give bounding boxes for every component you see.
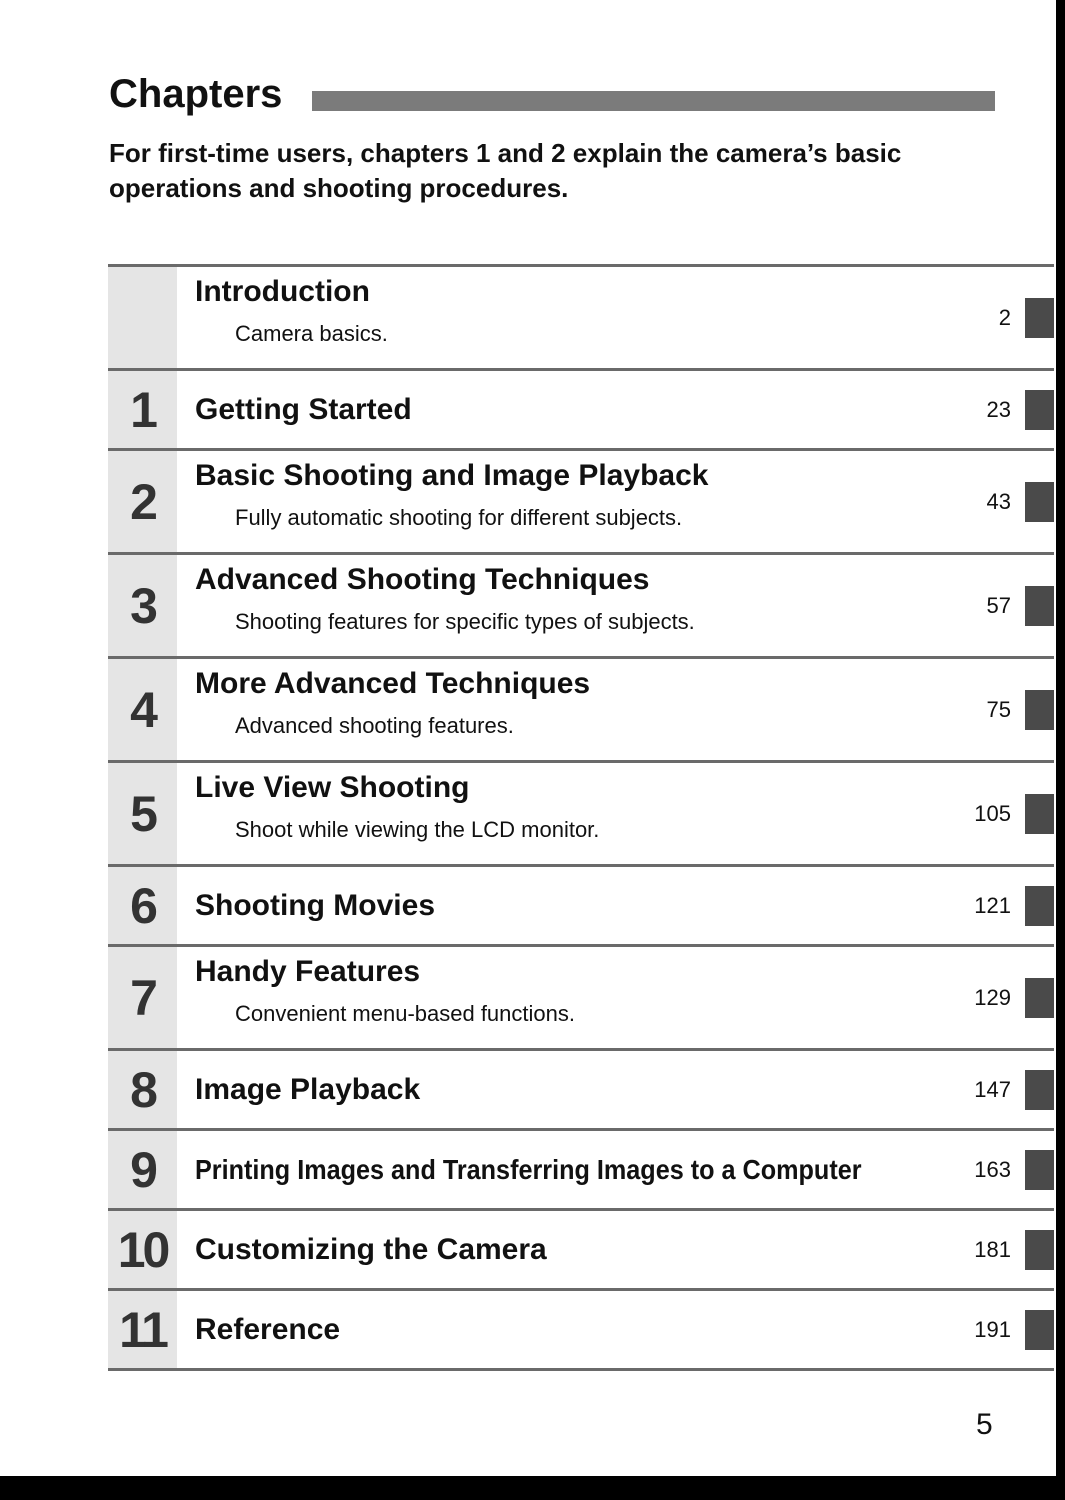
chapter-page: 121 <box>974 892 1011 918</box>
chapter-number: 6 <box>108 867 177 944</box>
chapter-row[interactable] <box>108 1211 1054 1291</box>
chapter-page: 191 <box>974 1316 1011 1342</box>
chapter-row[interactable] <box>108 1131 1054 1211</box>
chapter-thumb-tab <box>1025 1070 1054 1110</box>
chapter-thumb-tab <box>1025 978 1054 1018</box>
chapter-number: 11 <box>108 1291 177 1368</box>
chapter-page: 57 <box>986 592 1011 618</box>
chapter-thumb-tab <box>1025 298 1054 338</box>
chapter-subtitle: Convenient menu-based functions. <box>235 1001 575 1026</box>
chapter-number: 3 <box>108 555 177 656</box>
chapter-subtitle: Shoot while viewing the LCD monitor. <box>235 817 600 842</box>
chapter-number <box>108 267 177 368</box>
chapter-thumb-tab <box>1025 1310 1054 1350</box>
chapter-page: 129 <box>974 984 1011 1010</box>
page-heading: Chapters <box>109 72 283 116</box>
chapter-thumb-tab <box>1025 586 1054 626</box>
chapter-row[interactable] <box>108 659 1054 763</box>
chapter-title: Shooting Movies <box>195 888 435 922</box>
chapter-thumb-tab <box>1025 690 1054 730</box>
chapter-title: Printing Images and Transferring Images to a Computer <box>195 1153 862 1185</box>
chapter-number: 2 <box>108 451 177 552</box>
chapter-subtitle: Camera basics. <box>235 321 388 346</box>
chapter-title: Customizing the Camera <box>195 1232 547 1266</box>
chapter-title: Reference <box>195 1312 341 1346</box>
chapter-number: 7 <box>108 947 177 1048</box>
chapter-subtitle: Fully automatic shooting for different subjects. <box>235 505 683 530</box>
chapter-thumb-tab <box>1025 886 1054 926</box>
chapter-page: 2 <box>998 304 1011 330</box>
chapter-number: 5 <box>108 763 177 864</box>
chapter-row[interactable] <box>108 555 1054 659</box>
chapter-row[interactable] <box>108 947 1054 1051</box>
intro-text: For first-time users, chapters 1 and 2 explain the camera’s basic operations and shooting procedures. <box>109 138 902 203</box>
chapter-row[interactable] <box>108 451 1054 555</box>
chapter-number: 4 <box>108 659 177 760</box>
chapter-title: Getting Started <box>195 392 412 426</box>
chapter-thumb-tab <box>1025 794 1054 834</box>
page-number: 5 <box>976 1408 993 1441</box>
chapter-row[interactable] <box>108 867 1054 947</box>
chapter-number: 8 <box>108 1051 177 1128</box>
chapter-title: Live View Shooting <box>195 771 470 804</box>
chapter-title: More Advanced Techniques <box>195 667 591 700</box>
chapter-subtitle: Shooting features for specific types of subjects. <box>235 609 695 634</box>
chapter-table <box>108 264 1054 1371</box>
chapter-number: 9 <box>108 1131 177 1208</box>
chapter-thumb-tab <box>1025 390 1054 430</box>
chapter-page: 43 <box>986 488 1011 514</box>
chapter-page: 181 <box>974 1236 1011 1262</box>
chapter-thumb-tab <box>1025 482 1054 522</box>
chapter-page: 23 <box>986 396 1011 422</box>
chapter-title: Introduction <box>195 275 370 308</box>
chapter-title: Image Playback <box>195 1072 421 1106</box>
chapter-row[interactable] <box>108 763 1054 867</box>
heading-rule <box>312 91 995 111</box>
chapter-page: 105 <box>974 800 1011 826</box>
chapter-row[interactable] <box>108 267 1054 371</box>
chapter-page: 75 <box>986 696 1011 722</box>
chapter-title: Advanced Shooting Techniques <box>195 563 650 596</box>
chapter-row[interactable] <box>108 1291 1054 1371</box>
chapter-page: 147 <box>974 1076 1011 1102</box>
chapter-title: Basic Shooting and Image Playback <box>195 459 709 492</box>
chapter-number: 1 <box>108 371 177 448</box>
chapter-number: 10 <box>108 1211 177 1288</box>
chapter-row[interactable] <box>108 1051 1054 1131</box>
chapter-thumb-tab <box>1025 1150 1054 1190</box>
chapter-row[interactable] <box>108 371 1054 451</box>
chapter-title: Handy Features <box>195 955 421 988</box>
chapter-page: 163 <box>974 1156 1011 1182</box>
chapter-thumb-tab <box>1025 1230 1054 1270</box>
chapter-subtitle: Advanced shooting features. <box>235 713 514 738</box>
